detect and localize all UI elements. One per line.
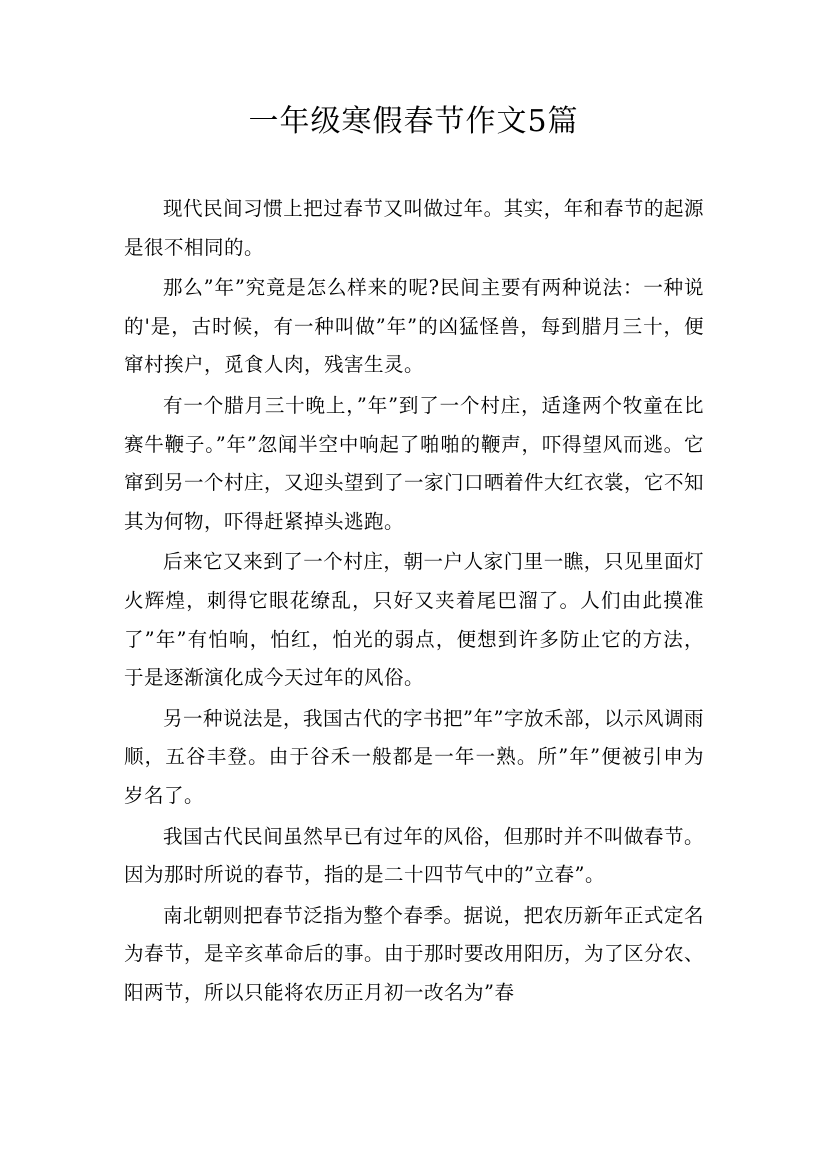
paragraph-2: 那么”年”究竟是怎么样来的呢?民间主要有两种说法：一种说的'是，古时候，有一种叫做”年”的凶猛怪兽，每到腊月三十，便窜村挨户，觅食人肉，残害生灵。 [124,276,704,377]
paragraph-3: 有一个腊月三十晚上，”年”到了一个村庄，适逢两个牧童在比赛牛鞭子。”年”忽闻半空中响起了啪啪的鞭声，吓得望风而逃。它窜到另一个村庄，又迎头望到了一家门口晒着件大红衣裳，它不知其为何物，吓得赶紧掉头逃跑。 [124,393,705,533]
document-body [124,190,704,1014]
paragraph-4: 后来它又来到了一个村庄，朝一户人家门里一瞧，只见里面灯火辉煌，刺得它眼花缭乱，只好又夹着尾巴溜了。人们由此摸准了”年”有怕响，怕红，怕光的弱点，便想到许多防止它的方法，于是逐渐演化成今天过年的风俗。 [124,550,704,690]
document-title: 一年级寒假春节作文5篇 [248,104,579,139]
paragraph-5: 另一种说法是，我国古代的字书把”年”字放禾部，以示风调雨顺，五谷丰登。由于谷禾一般都是一年一熟。所”年”便被引申为岁名了。 [124,706,704,807]
paragraph-6: 我国古代民间虽然早已有过年的风俗，但那时并不叫做春节。因为那时所说的春节，指的是二十四节气中的”立春”。 [124,824,704,887]
paragraph-1: 现代民间习惯上把过春节又叫做过年。其实，年和春节的起源是很不相同的。 [124,197,704,259]
paragraph-7: 南北朝则把春节泛指为整个春季。据说，把农历新年正式定名为春节，是辛亥革命后的事。由于那时要改用阳历，为了区分农、阳两节，所以只能将农历正月初一改名为”春 [124,903,705,1004]
